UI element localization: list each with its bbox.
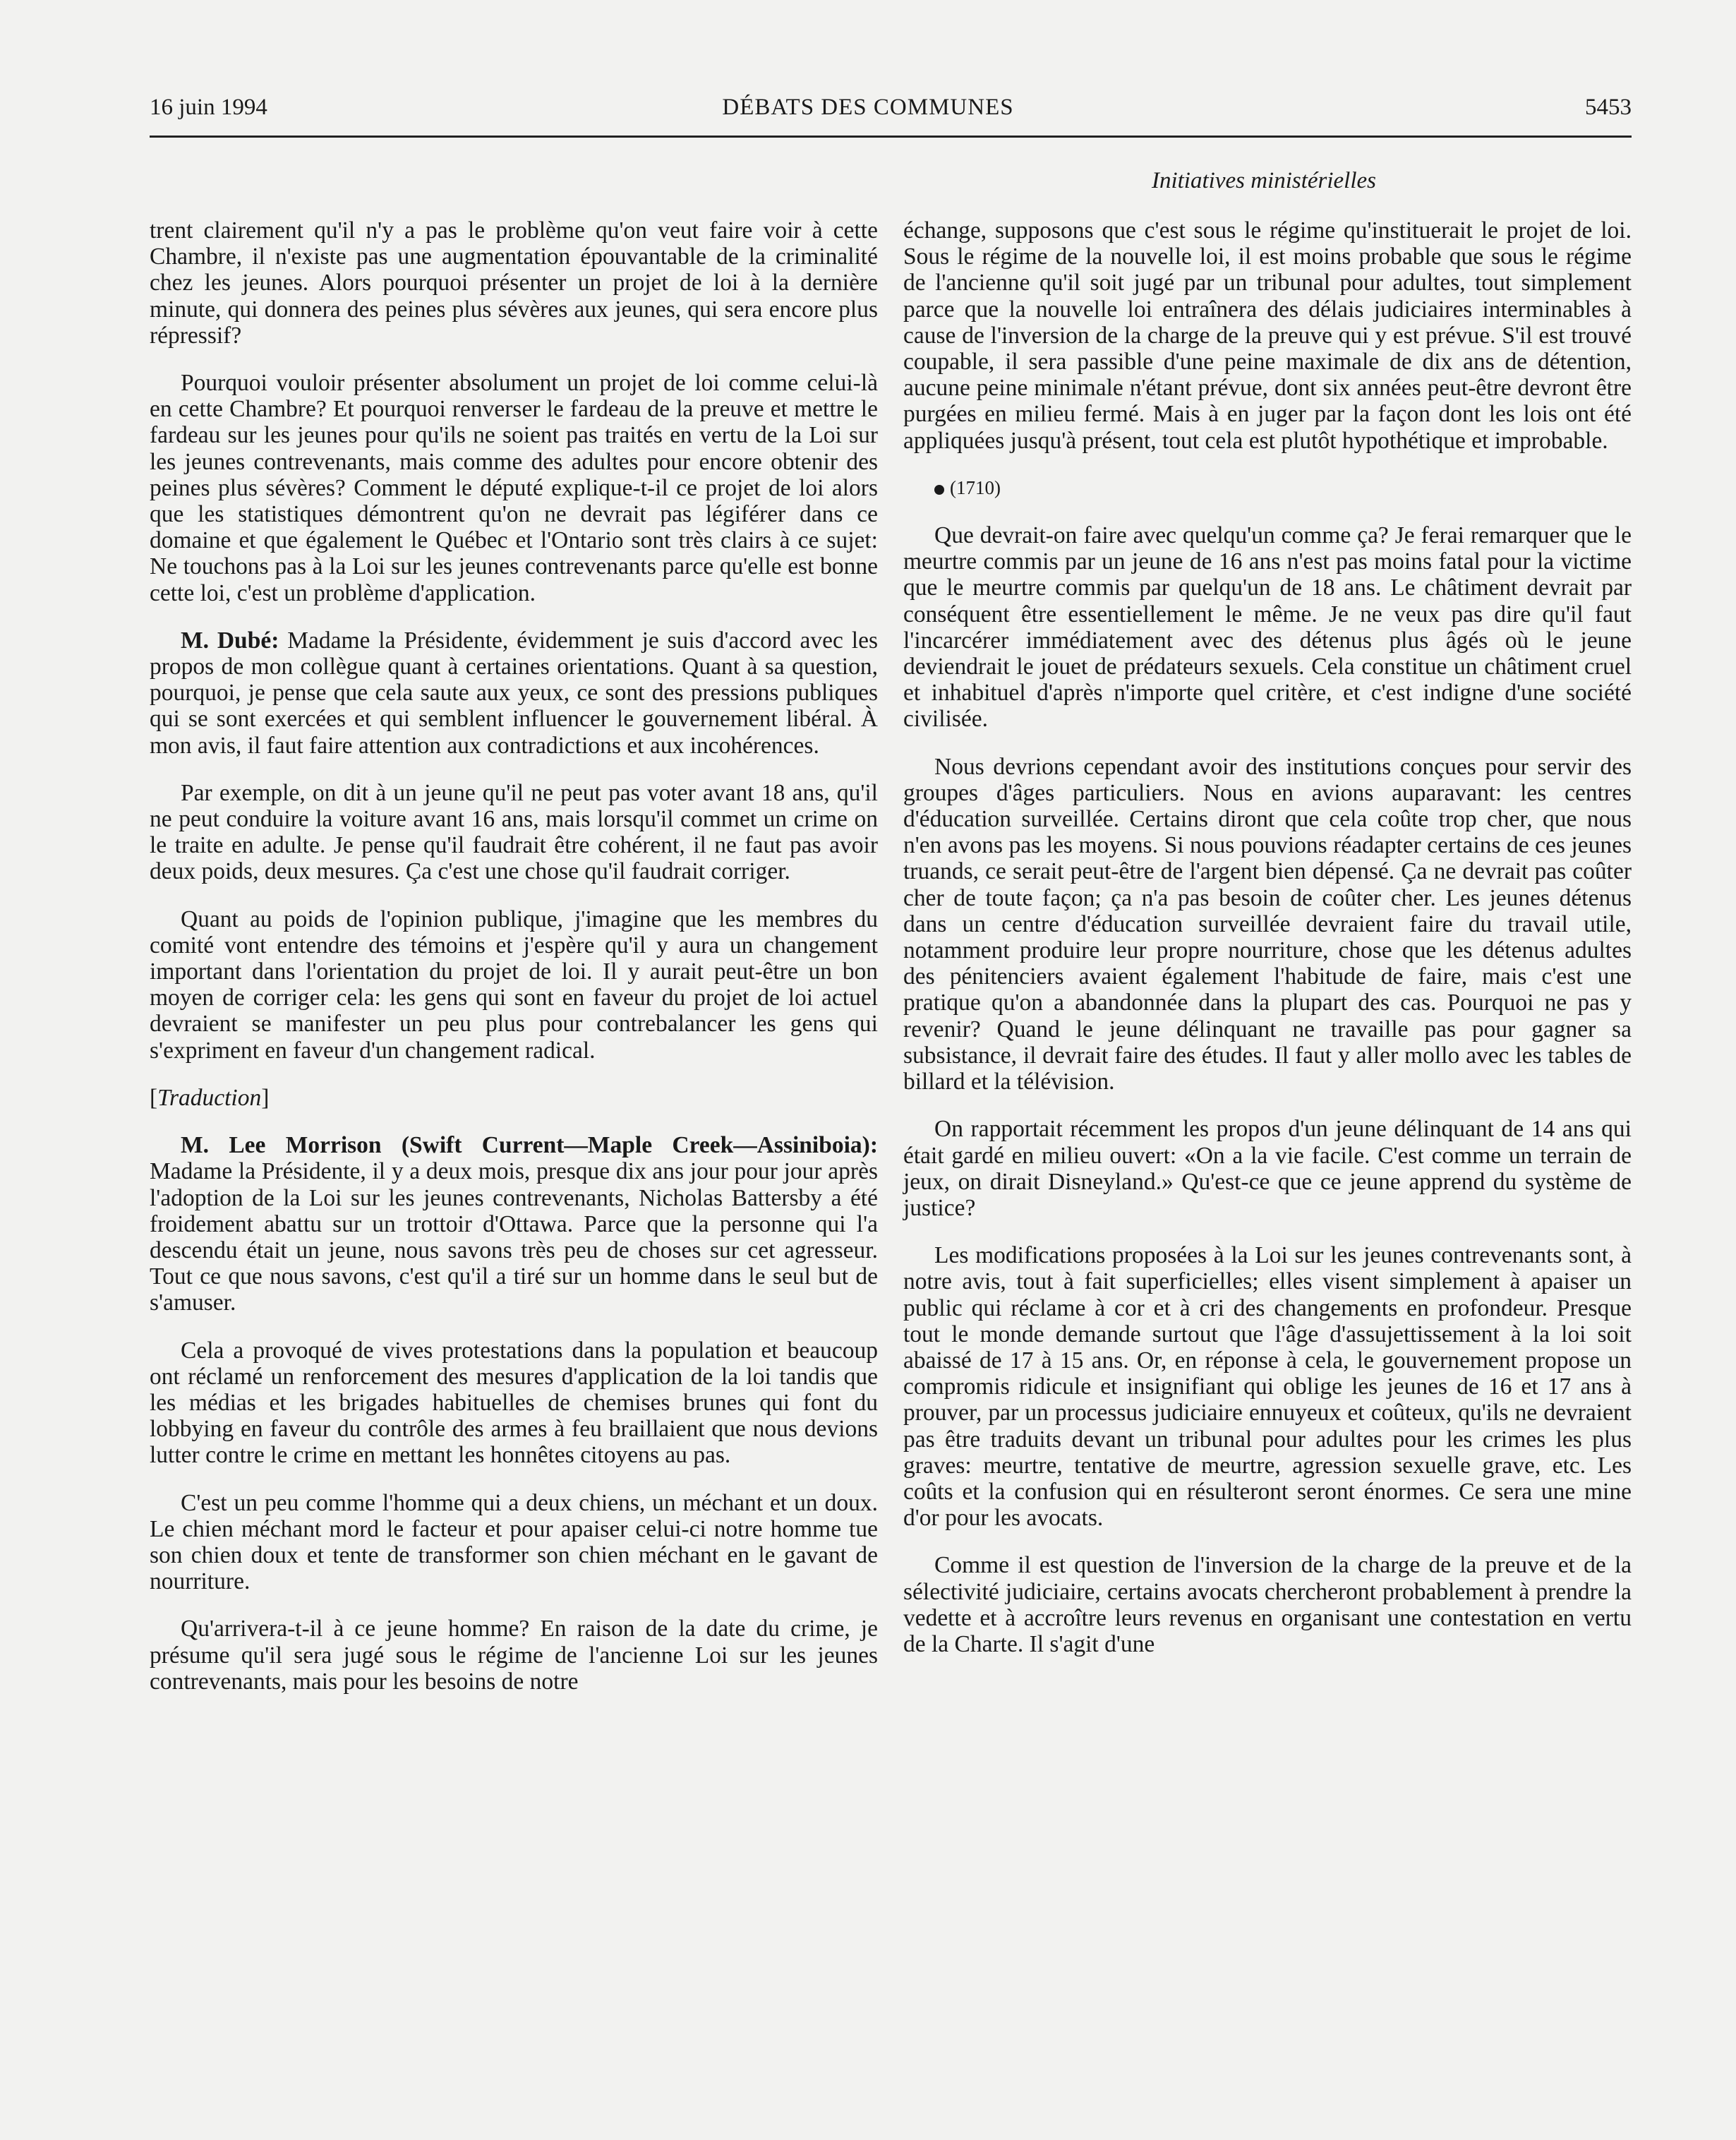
paragraph: Qu'arrivera-t-il à ce jeune homme? En raison de la date du crime, je présume qu'il sera jugé sous le régime de l'ancienne Loi sur les jeunes contrevenants, mais pour les besoins de notre bbox=[150, 1616, 878, 1695]
translation-label: Traduction bbox=[157, 1084, 262, 1111]
bullet-icon bbox=[934, 485, 944, 495]
paragraph: échange, supposons que c'est sous le régime qu'instituerait le projet de loi. Sous le régime de la nouvelle loi, il est moins probable que sous le régime de l'ancienne qu'il soit jugé par un tribunal pour adultes, tout simplement parce que la nouvelle loi entraînera des délais judiciaires interminables à cause de l'inversion de la charge de la preuve qui y est prévue. S'il est trouvé coupable, il sera passible d'une peine maximale de dix ans de détention, aucune peine minimale n'étant prévue, dont six années peut-être devront être purgées en milieu fermé. Mais à en juger par la façon dont les lois ont été appliquées jusqu'à présent, tout cela est plutôt hypothétique et improbable. bbox=[903, 217, 1632, 454]
paragraph: Par exemple, on dit à un jeune qu'il ne peut pas voter avant 18 ans, qu'il ne peut conduire la voiture avant 16 ans, mais lorsqu'il commet un crime on le traite en adulte. Je pense qu'il faudrait être cohérent, il ne faut pas avoir deux poids, deux mesures. Ça c'est une chose qu'il faudrait corriger. bbox=[150, 779, 878, 885]
speaker-name: M. Lee Morrison (Swift Current—Maple Creek—Assiniboia): bbox=[181, 1132, 878, 1159]
paragraph: Pourquoi vouloir présenter absolument un projet de loi comme celui-là en cette Chambre? Et pourquoi renverser le fardeau de la preuve et mettre le fardeau sur les jeunes pour qu'ils ne soient pas traités en vertu de la Loi sur les jeunes contrevenants, mais comme des adultes pour encore obtenir des peines plus sévères? Comment le député explique-t-il ce projet de loi alors que les statistiques démontrent qu'on ne devrait pas légiférer dans ce domaine et que également le Québec et l'Ontario sont très clairs à ce sujet: Ne touchons pas à la Loi sur les jeunes contrevenants parce qu'elle est bonne cette loi, c'est un problème d'application. bbox=[150, 370, 878, 606]
speech-text: Madame la Présidente, évidemment je suis d'accord avec les propos de mon collègue quant à certaines orientations. Quant à sa question, pourquoi, je pense que cela saute aux yeux, ce sont des pressions publiques qui se sont exercées et qui semblent influencer le gouvernement libéral. À mon avis, il faut faire attention aux contradictions et aux incohérences. bbox=[150, 627, 878, 759]
paragraph: C'est un peu comme l'homme qui a deux chiens, un méchant et un doux. Le chien méchant mord le facteur et pour apaiser celui-ci notre homme tue son chien doux et tente de transformer son chien méchant en le gavant de nourriture. bbox=[150, 1489, 878, 1595]
header-rule bbox=[150, 136, 1632, 138]
paragraph: trent clairement qu'il n'y a pas le problème qu'on veut faire voir à cette Chambre, il n'existe pas une augmentation épouvantable de la criminalité chez les jeunes. Alors pourquoi présenter un projet de loi à la dernière minute, qui donnera des peines plus sévères aux jeunes, qui sera encore plus répressif? bbox=[150, 217, 878, 349]
paragraph: On rapportait récemment les propos d'un jeune délinquant de 14 ans qui était gardé en milieu ouvert: «On a la vie facile. C'est comme un terrain de jeux, on dirait Disneyland.» Qu'est-ce que ce jeune apprend du système de justice? bbox=[903, 1116, 1632, 1221]
timestamp-text: (1710) bbox=[950, 476, 1001, 498]
timestamp bbox=[903, 475, 1632, 501]
paragraph: Les modifications proposées à la Loi sur les jeunes contrevenants sont, à notre avis, tout à fait superficielles; elles visent simplement à apaiser un public qui réclame à cor et à cri des changements en profondeur. Presque tout le monde demande surtout que l'âge d'assujettissement à la loi soit abaissé de 17 à 15 ans. Or, en réponse à cela, le gouvernement propose un compromis ridicule et insignifiant qui oblige les jeunes de 16 et 17 ans à prouver, par un processus judiciaire ennuyeux et coûteux, qu'ils ne devraient pas être traduits devant un tribunal pour adultes pour les crimes les plus graves: meurtre, tentative de meurtre, agression sexuelle grave, etc. Les coûts et la confusion qui en résulteront seront énormes. Ce sera une mine d'or pour les avocats. bbox=[903, 1242, 1632, 1532]
header-date: 16 juin 1994 bbox=[150, 95, 267, 120]
header-title: DÉBATS DES COMMUNES bbox=[722, 95, 1014, 120]
paragraph bbox=[150, 627, 878, 759]
right-column bbox=[903, 217, 1632, 1678]
paragraph: Que devrait-on faire avec quelqu'un comme ça? Je ferai remarquer que le meurtre commis par un jeune de 16 ans n'est pas moins fatal pour la victime que le meurtre commis par quelqu'un de 18 ans. Le châtiment devrait par conséquent être essentiellement le même. Je ne veux pas dire qu'il faut l'incarcérer immédiatement avec des détenus plus âgés où le jeune deviendrait le jouet de prédateurs sexuels. Cela constitue un châtiment cruel et inhabituel d'après n'importe quel critère, et c'est indigne d'une société civilisée. bbox=[903, 522, 1632, 733]
paragraph: Nous devrions cependant avoir des institutions conçues pour servir des groupes d'âges particuliers. Nous en avions auparavant: les centres d'éducation surveillée. Certains diront que cela coûte trop cher, que nous n'en avons pas les moyens. Si nous pouvions réadapter certains de ces jeunes truands, ce serait peut-être de l'argent bien dépensé. Ça ne devrait pas coûter cher de toute façon; ça n'a pas besoin de coûter cher. Les jeunes détenus dans un centre d'éducation surveillée devraient faire du travail utile, notamment produire leur propre nourriture, chose que les détenus adultes des pénitenciers avaient également l'habitude de faire, mais c'est une pratique qu'on a abandonnée dans la plupart des cas. Pourquoi ne pas y revenir? Quand le jeune délinquant ne travaille pas pour gagner sa subsistance, il devrait faire des études. Il faut y aller mollo avec les tables de billard et la télévision. bbox=[903, 753, 1632, 1095]
paragraph: Quant au poids de l'opinion publique, j'imagine que les membres du comité vont entendre des témoins et j'espère qu'il y aura un changement important dans l'orientation du projet de loi. Il y aurait peut-être un bon moyen de corriger cela: les gens qui sont en faveur du projet de loi actuel devraient se manifester un peu plus pour contrebalancer les gens qui s'expriment en faveur d'un changement radical. bbox=[150, 906, 878, 1064]
paragraph: Cela a provoqué de vives protestations dans la population et beaucoup ont réclamé un renforcement des mesures d'application de la loi tandis que les médias et les brigades habituelles de chemises brunes qui font du lobbying en faveur du contrôle des armes à feu braillaient que nous devions lutter contre le crime en mettant les honnêtes citoyens au pas. bbox=[150, 1337, 878, 1469]
left-column bbox=[150, 217, 878, 1716]
section-title: Initiatives ministérielles bbox=[1151, 168, 1377, 193]
speech-text: Madame la Présidente, il y a deux mois, presque dix ans jour pour jour après l'adoption de la Loi sur les jeunes contrevenants, Nicholas Battersby a été froidement abattu sur un trottoir d'Ottawa. Parce que la personne qui l'a descendu était un jeune, nous savons très peu de choses sur cet agresseur. Tout ce que nous savons, c'est qu'il a tiré sur un homme dans le seul but de s'amuser. bbox=[150, 1158, 878, 1316]
paragraph bbox=[150, 1132, 878, 1316]
paragraph: Comme il est question de l'inversion de la charge de la preuve et de la sélectivité judiciaire, certains avocats chercheront probablement à prendre la vedette et à accroître leurs revenus en organisant une contestation en vertu de la Charte. Il s'agit d'une bbox=[903, 1552, 1632, 1657]
speaker-name: M. Dubé: bbox=[181, 627, 279, 654]
header-page-number: 5453 bbox=[1585, 95, 1632, 120]
translation-tag: [Traduction] bbox=[150, 1084, 270, 1111]
